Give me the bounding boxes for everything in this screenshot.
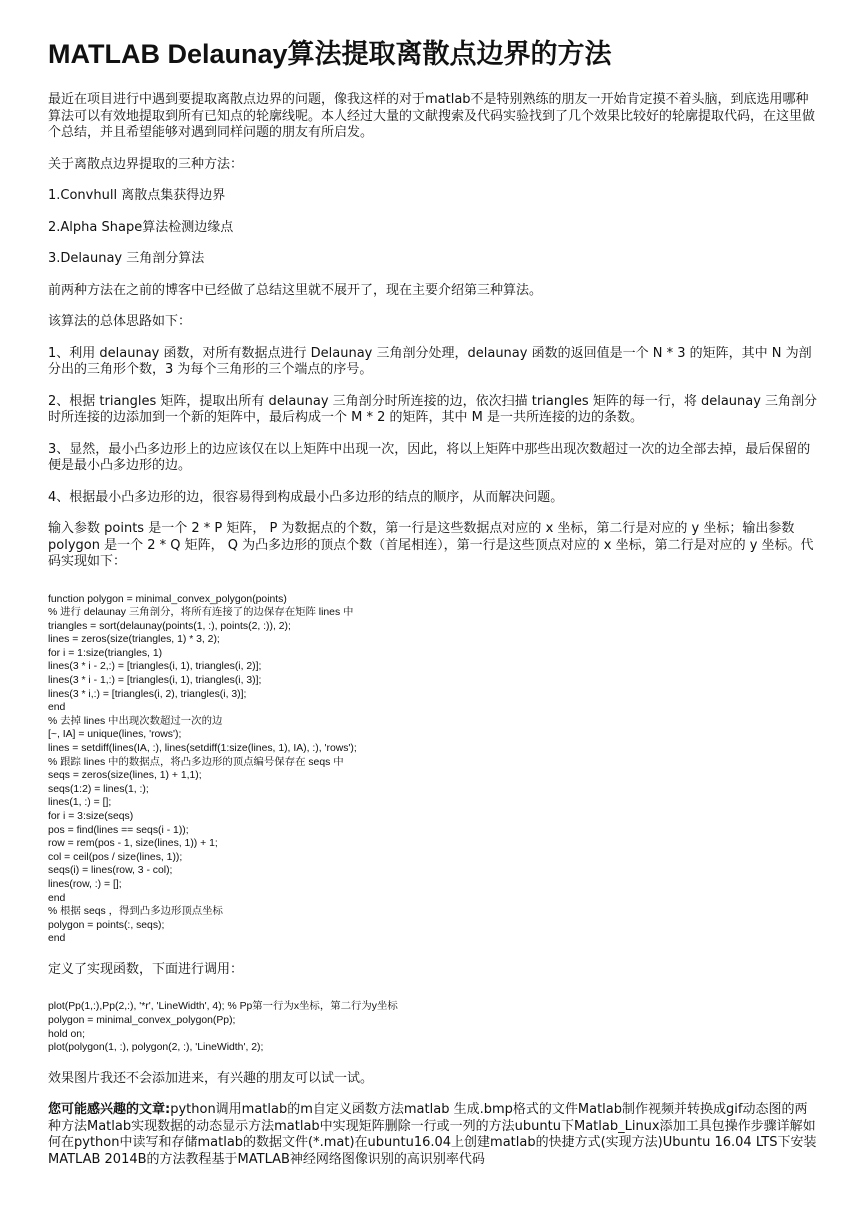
code-line: % 进行 delaunay 三角剖分，将所有连接了的边保存在矩阵 lines 中	[48, 607, 354, 619]
code-line: hold on;	[48, 1028, 85, 1040]
result-note: 效果图片我还不会添加进来，有兴趣的朋友可以试一试。	[48, 1070, 374, 1086]
code-line: col = ceil(pos / size(lines, 1));	[48, 851, 183, 863]
step-4: 4、根据最小凸多边形的边，很容易得到构成最小凸多边形的结点的顺序，从而解决问题。	[48, 489, 564, 505]
method-item-1: 1.Convhull 离散点集获得边界	[48, 188, 226, 203]
code-line: end	[48, 702, 66, 714]
methods-heading: 关于离散点边界提取的三种方法：	[48, 156, 244, 172]
params-paragraph: 输入参数 points 是一个 2 * P 矩阵， P 为数据点的个数，第一行是这些数据点对应的 x 坐标，第二行是对应的 y 坐标；输出参数 polygon 是一个 2 * Q 矩阵， Q 为凸多边形的顶点个数（首尾相连），第一行是这些顶点对应的 x 坐标，第二行是对应的 y 坐标。代码实现如下：	[48, 521, 814, 569]
code-line: plot(Pp(1,:),Pp(2,:), '*r', 'LineWidth', 4); % Pp第一行为x坐标，第二行为y坐标	[48, 1001, 398, 1013]
code-line: polygon = points(:, seqs);	[48, 919, 165, 931]
code-line: lines = setdiff(lines(IA, :), lines(setdiff(1:size(lines, 1), IA), :), 'rows');	[48, 743, 357, 755]
code-line: triangles = sort(delaunay(points(1, :), points(2, :)), 2);	[48, 620, 291, 632]
code-line: lines(3 * i - 2,:) = [triangles(i, 1), triangles(i, 2)];	[48, 661, 262, 673]
code-block-call	[48, 1000, 820, 1054]
code-line: % 根据 seqs ，得到凸多边形顶点坐标	[48, 906, 223, 918]
method-item-2: 2.Alpha Shape算法检测边缘点	[48, 219, 234, 235]
related-articles	[48, 1102, 820, 1168]
code-line: lines(row, :) = [];	[48, 878, 122, 890]
code-line: plot(polygon(1, :), polygon(2, :), 'LineWidth', 2);	[48, 1042, 264, 1054]
methods-note: 前两种方法在之前的博客中已经做了总结这里就不展开了，现在主要介绍第三种算法。	[48, 282, 543, 298]
related-links-text[interactable]: python调用matlab的m自定义函数方法matlab 生成.bmp格式的文件Matlab制作视频并转换成gif动态图的两种方法Matlab实现数据的动态显示方法matlab中实现矩阵删除一行或一列的方法ubuntu下Matlab_Linux添加工具包操作步骤详解如何在python中读写和存储matlab的数据文件(*.mat)在ubuntu16.04上创建matlab的快捷方式(实现方法)Ubuntu 16.04 LTS下安装MATLAB 2014B的方法教程基于MATLAB神经网络图像识别的高识别率代码	[48, 1102, 817, 1167]
code-line: % 跟踪 lines 中的数据点，将凸多边形的顶点编号保存在 seqs 中	[48, 756, 344, 768]
code-line: seqs = zeros(size(lines, 1) + 1,1);	[48, 770, 202, 782]
code-line: % 去掉 lines 中出现次数超过一次的边	[48, 715, 223, 727]
call-heading: 定义了实现函数，下面进行调用：	[48, 961, 244, 977]
code-line: seqs(1:2) = lines(1, :);	[48, 783, 149, 795]
code-line: lines(1, :) = [];	[48, 797, 112, 809]
code-line: seqs(i) = lines(row, 3 - col);	[48, 865, 173, 877]
code-line: lines = zeros(size(triangles, 1) * 3, 2);	[48, 634, 220, 646]
step-2: 2、根据 triangles 矩阵，提取出所有 delaunay 三角剖分时所连接的边，依次扫描 triangles 矩阵的每一行，将 delaunay 三角剖分时所连接的边添加到一个新的矩阵中，最后构成一个 M * 2 的矩阵，其中 M 是一共所连接的边的条数。	[48, 393, 818, 425]
code-line: end	[48, 892, 66, 904]
code-line: lines(3 * i,:) = [triangles(i, 2), triangles(i, 3)];	[48, 688, 247, 700]
step-1: 1、利用 delaunay 函数，对所有数据点进行 Delaunay 三角剖分处理，delaunay 函数的返回值是一个 N * 3 的矩阵，其中 N 为剖分出的三角形个数，3 为每个三角形的三个端点的序号。	[48, 345, 812, 377]
method-item-3: 3.Delaunay 三角剖分算法	[48, 251, 205, 266]
idea-heading: 该算法的总体思路如下：	[48, 314, 192, 329]
code-line: for i = 3:size(seqs)	[48, 811, 134, 822]
code-line: for i = 1:size(triangles, 1)	[48, 647, 163, 659]
code-block-function	[48, 593, 820, 946]
code-line: end	[48, 933, 66, 945]
intro-paragraph: 最近在项目进行中遇到要提取离散点边界的问题，像我这样的对于matlab不是特别熟练的朋友一开始肯定摸不着头脑，到底选用哪种算法可以有效地提取到所有已知点的轮廓线呢。本人经过大量的文献搜索及代码实验找到了几个效果比较好的轮廓提取代码，在这里做个总结，并且希望能够对遇到同样问题的朋友有所启发。	[48, 92, 816, 140]
step-3: 3、显然，最小凸多边形上的边应该仅在以上矩阵中出现一次，因此，将以上矩阵中那些出现次数超过一次的边全部去掉，最后保留的便是最小凸多边形的边。	[48, 441, 811, 473]
code-line: [~, IA] = unique(lines, 'rows');	[48, 729, 182, 741]
code-line: row = rem(pos - 1, size(lines, 1)) + 1;	[48, 838, 218, 850]
related-label: 您可能感兴趣的文章:	[48, 1102, 171, 1118]
code-line: function polygon = minimal_convex_polygon(points)	[48, 593, 287, 605]
code-line: polygon = minimal_convex_polygon(Pp);	[48, 1015, 236, 1027]
page-title: MATLAB Delaunay算法提取离散点边界的方法	[48, 39, 612, 69]
code-line: pos = find(lines == seqs(i - 1));	[48, 824, 189, 836]
code-line: lines(3 * i - 1,:) = [triangles(i, 1), triangles(i, 3)];	[48, 675, 262, 687]
